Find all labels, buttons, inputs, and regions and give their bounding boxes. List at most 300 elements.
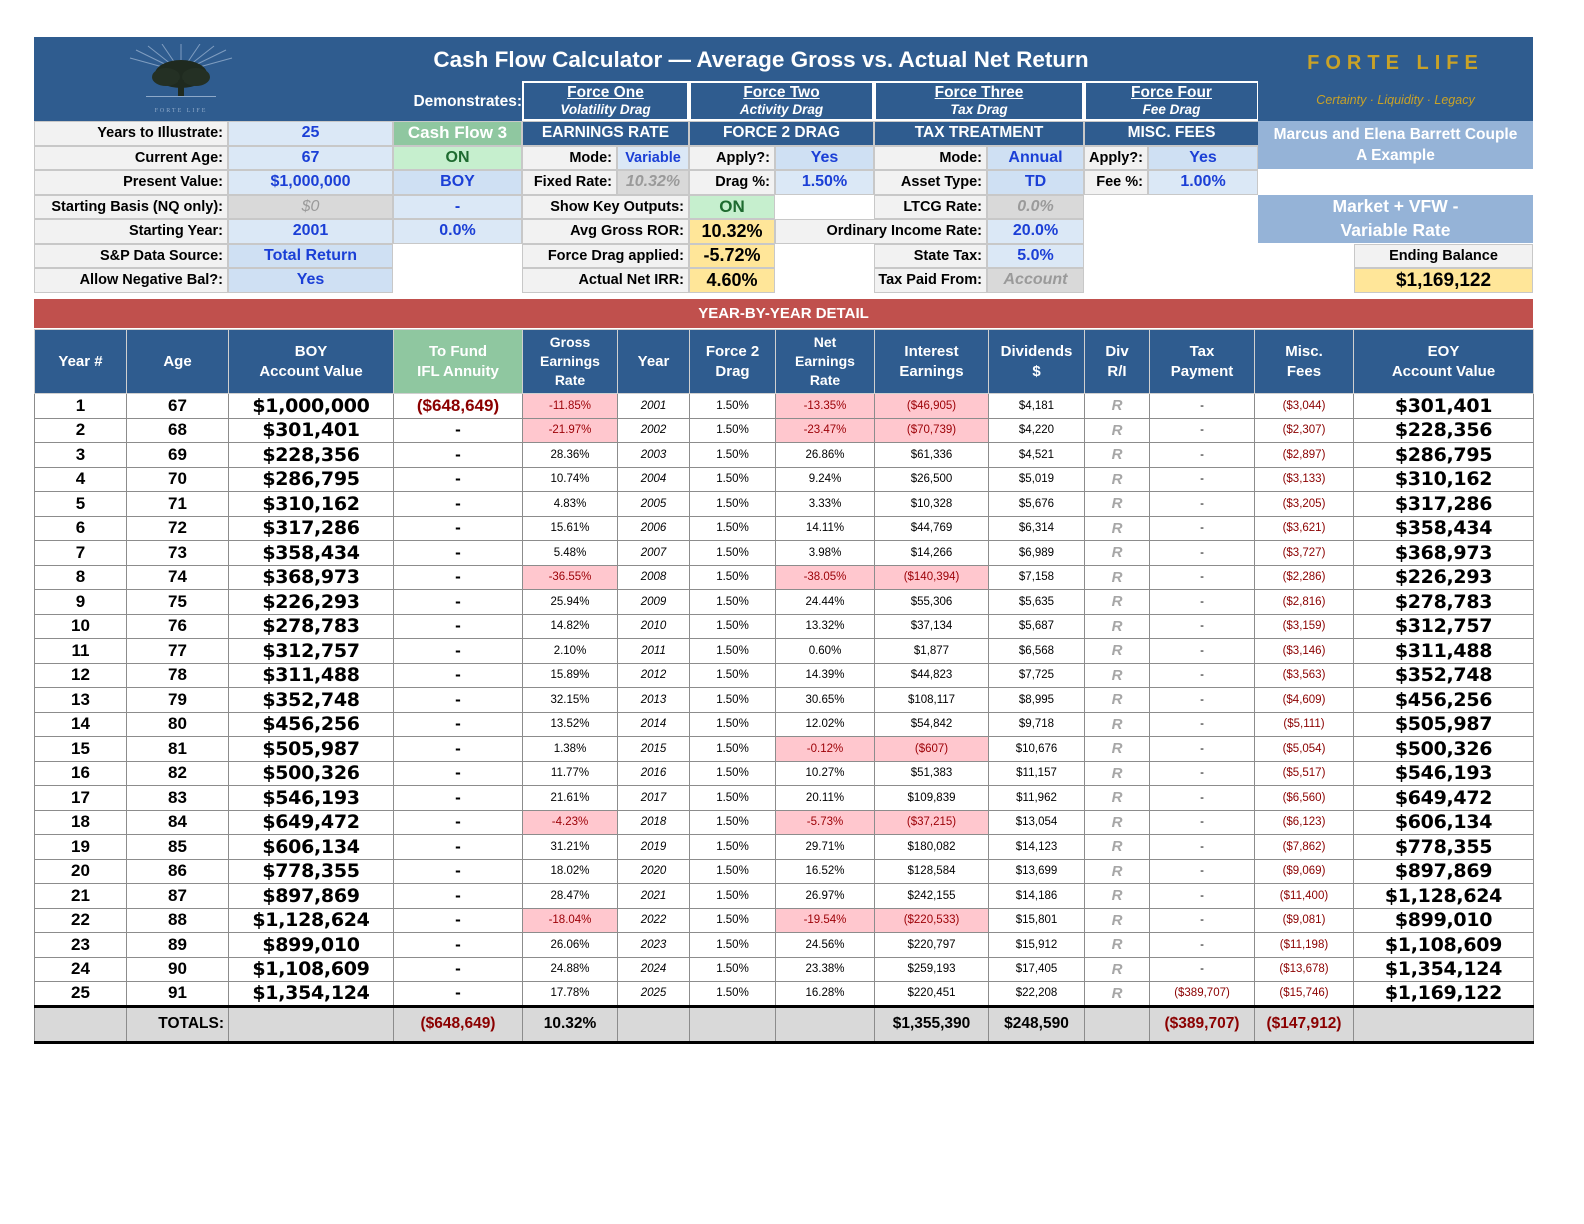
misc-fees-cell: ($2,307) — [1255, 418, 1354, 443]
total-boy-value-cell — [229, 1006, 394, 1042]
year-num-cell: 14 — [35, 712, 127, 737]
table-row — [35, 859, 1534, 884]
start-year-input[interactable]: 2001 — [228, 219, 393, 244]
interest-cell: $44,823 — [875, 663, 989, 688]
year-cell: 2005 — [618, 492, 690, 517]
year-cell: 2015 — [618, 737, 690, 762]
client-block — [1258, 121, 1533, 169]
misc-fees-cell: ($2,286) — [1255, 565, 1354, 590]
col-boy-value-header: BOY Account Value — [229, 330, 394, 394]
ltcg-input[interactable]: 0.0% — [987, 195, 1084, 220]
table-row — [35, 516, 1534, 541]
misc-fees-cell: ($5,054) — [1255, 737, 1354, 762]
net-rate-cell: 12.02% — [776, 712, 875, 737]
to-fund-cell: - — [394, 810, 523, 835]
year-cell: 2025 — [618, 982, 690, 1007]
total-force2-drag-cell — [690, 1006, 776, 1042]
tax-payment-cell: - — [1150, 516, 1255, 541]
force2-drag-cell: 1.50% — [690, 908, 776, 933]
tax-paid-label: Tax Paid From: — [874, 268, 987, 293]
force-two-subtitle: Activity Drag — [739, 102, 824, 117]
neg-label: Allow Negative Bal?: — [34, 268, 228, 293]
misc-fees-cell: ($5,517) — [1255, 761, 1354, 786]
year-num-cell: 21 — [35, 884, 127, 909]
misc-fees-cell: ($3,146) — [1255, 639, 1354, 664]
tax-payment-cell: - — [1150, 394, 1255, 419]
table-row — [35, 982, 1534, 1007]
gross-rate-cell: -11.85% — [523, 394, 618, 419]
misc-fees-cell: ($2,897) — [1255, 443, 1354, 468]
to-fund-cell: - — [394, 516, 523, 541]
col-interest-header: Interest Earnings — [875, 330, 989, 394]
tax-payment-cell: - — [1150, 859, 1255, 884]
drag-applied-label: Force Drag applied: — [522, 244, 689, 269]
misc-fees-cell: ($6,560) — [1255, 786, 1354, 811]
show-outputs-label: Show Key Outputs: — [522, 195, 689, 220]
div-ri-cell: R — [1085, 859, 1150, 884]
earnings-rate-header: EARNINGS RATE — [522, 121, 689, 146]
tax-payment-cell: - — [1150, 761, 1255, 786]
sp-source-select[interactable]: Total Return — [228, 244, 393, 269]
fixed-rate-input[interactable]: 10.32% — [617, 170, 689, 195]
total-net-rate-cell — [776, 1006, 875, 1042]
show-outputs-toggle[interactable]: ON — [689, 195, 775, 220]
misc-fees-cell: ($5,111) — [1255, 712, 1354, 737]
eoy-value-cell: $228,356 — [1354, 418, 1534, 443]
pv-input[interactable]: $1,000,000 — [228, 170, 393, 195]
boy-value-cell: $546,193 — [229, 786, 394, 811]
year-cell: 2024 — [618, 957, 690, 982]
year-cell: 2008 — [618, 565, 690, 590]
interest-cell: $220,797 — [875, 933, 989, 958]
scenario-line1: Market + VFW - — [1332, 196, 1459, 216]
age-cell: 91 — [127, 982, 229, 1007]
cash-flow-timing[interactable]: BOY — [393, 170, 522, 195]
boy-value-cell: $456,256 — [229, 712, 394, 737]
interest-cell: $242,155 — [875, 884, 989, 909]
cash-flow-rate[interactable]: 0.0% — [393, 219, 522, 244]
table-row — [35, 737, 1534, 762]
interest-cell: $220,451 — [875, 982, 989, 1007]
div-ri-cell: R — [1085, 492, 1150, 517]
force2-drag-cell: 1.50% — [690, 982, 776, 1007]
col-net-rate-header: Net Earnings Rate — [776, 330, 875, 394]
boy-value-cell: $311,488 — [229, 663, 394, 688]
boy-value-cell: $278,783 — [229, 614, 394, 639]
tax-payment-cell: ($389,707) — [1150, 982, 1255, 1007]
net-rate-cell: 14.39% — [776, 663, 875, 688]
gross-rate-cell: 4.83% — [523, 492, 618, 517]
div-ri-cell: R — [1085, 467, 1150, 492]
eoy-value-cell: $456,256 — [1354, 688, 1534, 713]
boy-value-cell: $352,748 — [229, 688, 394, 713]
cash-flow-sheet — [34, 37, 1533, 1032]
gross-rate-cell: 32.15% — [523, 688, 618, 713]
force2-drag-cell: 1.50% — [690, 418, 776, 443]
net-rate-cell: 16.52% — [776, 859, 875, 884]
asset-type-select[interactable]: TD — [987, 170, 1084, 195]
force2-drag-cell: 1.50% — [690, 835, 776, 860]
year-cell: 2009 — [618, 590, 690, 615]
col-to-fund-header: To Fund IFL Annuity — [394, 330, 523, 394]
cash-flow-status[interactable]: ON — [393, 146, 522, 171]
age-label: Current Age: — [34, 146, 228, 171]
fee-apply-select[interactable]: Yes — [1148, 146, 1258, 171]
interest-cell: $44,769 — [875, 516, 989, 541]
years-input[interactable]: 25 — [228, 121, 393, 146]
state-tax-input[interactable]: 5.0% — [987, 244, 1084, 269]
gross-rate-cell: 31.21% — [523, 835, 618, 860]
gross-rate-cell: 1.38% — [523, 737, 618, 762]
tax-payment-cell: - — [1150, 786, 1255, 811]
net-rate-cell: 26.86% — [776, 443, 875, 468]
year-cell: 2022 — [618, 908, 690, 933]
f2-drag-input[interactable]: 1.50% — [775, 170, 874, 195]
table-row — [35, 688, 1534, 713]
force2-drag-cell: 1.50% — [690, 467, 776, 492]
boy-value-cell: $312,757 — [229, 639, 394, 664]
net-rate-cell: 3.98% — [776, 541, 875, 566]
gross-rate-cell: 26.06% — [523, 933, 618, 958]
tax-mode-select[interactable]: Annual — [987, 146, 1084, 171]
basis-input[interactable]: $0 — [228, 195, 393, 220]
misc-fees-cell: ($3,205) — [1255, 492, 1354, 517]
table-row — [35, 663, 1534, 688]
start-year-label: Starting Year: — [34, 219, 228, 244]
col-force2-drag-header: Force 2 Drag — [690, 330, 776, 394]
year-num-cell: 1 — [35, 394, 127, 419]
client-name: Marcus and Elena Barrett Couple — [1273, 125, 1518, 143]
net-rate-cell: 30.65% — [776, 688, 875, 713]
force2-drag-cell: 1.50% — [690, 884, 776, 909]
f2-apply-select[interactable]: Yes — [775, 146, 874, 171]
misc-fees-cell: ($6,123) — [1255, 810, 1354, 835]
scenario-line2: Variable Rate — [1340, 220, 1451, 240]
force2-drag-cell: 1.50% — [690, 688, 776, 713]
year-by-year-band: YEAR-BY-YEAR DETAIL — [34, 299, 1533, 328]
earn-mode-label: Mode: — [522, 146, 617, 171]
interest-cell: $259,193 — [875, 957, 989, 982]
boy-value-cell: $899,010 — [229, 933, 394, 958]
tax-payment-cell: - — [1150, 835, 1255, 860]
dividends-cell: $17,405 — [989, 957, 1085, 982]
interest-cell: $51,383 — [875, 761, 989, 786]
table-row — [35, 394, 1534, 419]
net-rate-cell: 13.32% — [776, 614, 875, 639]
tax-payment-cell: - — [1150, 810, 1255, 835]
total-tax-payment-cell: ($389,707) — [1150, 1006, 1255, 1042]
calculator-header — [34, 37, 1533, 295]
table-header-row — [35, 330, 1534, 394]
table-row — [35, 443, 1534, 468]
tax-treatment-header: TAX TREATMENT — [874, 121, 1084, 146]
div-ri-cell: R — [1085, 933, 1150, 958]
pv-label: Present Value: — [34, 170, 228, 195]
gross-rate-cell: 28.47% — [523, 884, 618, 909]
year-cell: 2014 — [618, 712, 690, 737]
to-fund-cell: - — [394, 565, 523, 590]
total-interest-cell: $1,355,390 — [875, 1006, 989, 1042]
misc-fees-cell: ($3,621) — [1255, 516, 1354, 541]
year-num-cell: 6 — [35, 516, 127, 541]
oi-rate-label: Ordinary Income Rate: — [775, 219, 987, 244]
year-cell: 2011 — [618, 639, 690, 664]
col-gross-rate-header: Gross Earnings Rate — [523, 330, 618, 394]
age-cell: 75 — [127, 590, 229, 615]
net-rate-cell: 16.28% — [776, 982, 875, 1007]
misc-fees-cell: ($4,609) — [1255, 688, 1354, 713]
boy-value-cell: $1,354,124 — [229, 982, 394, 1007]
eoy-value-cell: $500,326 — [1354, 737, 1534, 762]
dividends-cell: $15,912 — [989, 933, 1085, 958]
div-ri-cell: R — [1085, 982, 1150, 1007]
interest-cell: $180,082 — [875, 835, 989, 860]
totals-row — [35, 1006, 1534, 1042]
interest-cell: $108,117 — [875, 688, 989, 713]
dividends-cell: $5,019 — [989, 467, 1085, 492]
year-num-cell: 16 — [35, 761, 127, 786]
to-fund-cell: - — [394, 663, 523, 688]
div-ri-cell: R — [1085, 590, 1150, 615]
allow-negative-select[interactable]: Yes — [228, 268, 393, 293]
year-num-cell: 3 — [35, 443, 127, 468]
dividends-cell: $14,186 — [989, 884, 1085, 909]
interest-cell: ($70,739) — [875, 418, 989, 443]
table-row — [35, 761, 1534, 786]
gross-rate-cell: -36.55% — [523, 565, 618, 590]
gross-rate-cell: 28.36% — [523, 443, 618, 468]
net-rate-cell: -23.47% — [776, 418, 875, 443]
gross-rate-cell: -18.04% — [523, 908, 618, 933]
div-ri-cell: R — [1085, 810, 1150, 835]
table-row — [35, 712, 1534, 737]
tax-payment-cell: - — [1150, 614, 1255, 639]
year-num-cell: 12 — [35, 663, 127, 688]
boy-value-cell: $310,162 — [229, 492, 394, 517]
eoy-value-cell: $546,193 — [1354, 761, 1534, 786]
dividends-cell: $7,725 — [989, 663, 1085, 688]
tax-paid-select[interactable]: Account — [987, 268, 1084, 293]
irr-label: Actual Net IRR: — [522, 268, 689, 293]
year-num-cell: 11 — [35, 639, 127, 664]
eoy-value-cell: $286,795 — [1354, 443, 1534, 468]
net-rate-cell: -5.73% — [776, 810, 875, 835]
year-cell: 2016 — [618, 761, 690, 786]
to-fund-cell: - — [394, 859, 523, 884]
eoy-value-cell: $352,748 — [1354, 663, 1534, 688]
dividends-cell: $6,568 — [989, 639, 1085, 664]
total-age-cell: TOTALS: — [127, 1006, 229, 1042]
force2-drag-cell: 1.50% — [690, 443, 776, 468]
cash-flow-dash[interactable]: - — [393, 195, 522, 220]
to-fund-cell: - — [394, 737, 523, 762]
force2-drag-cell: 1.50% — [690, 394, 776, 419]
table-body — [35, 394, 1534, 1043]
dividends-cell: $10,676 — [989, 737, 1085, 762]
to-fund-cell: - — [394, 639, 523, 664]
gross-rate-cell: 18.02% — [523, 859, 618, 884]
gross-rate-cell: 10.74% — [523, 467, 618, 492]
div-ri-cell: R — [1085, 884, 1150, 909]
years-label: Years to Illustrate: — [34, 121, 228, 146]
interest-cell: ($220,533) — [875, 908, 989, 933]
year-cell: 2006 — [618, 516, 690, 541]
interest-cell: $54,842 — [875, 712, 989, 737]
year-num-cell: 20 — [35, 859, 127, 884]
tax-payment-cell: - — [1150, 418, 1255, 443]
state-tax-label: State Tax: — [874, 244, 987, 269]
interest-cell: ($607) — [875, 737, 989, 762]
net-rate-cell: 26.97% — [776, 884, 875, 909]
age-cell: 86 — [127, 859, 229, 884]
net-rate-cell: 23.38% — [776, 957, 875, 982]
to-fund-cell: - — [394, 541, 523, 566]
force2-drag-cell: 1.50% — [690, 492, 776, 517]
to-fund-cell: - — [394, 982, 523, 1007]
tax-payment-cell: - — [1150, 467, 1255, 492]
tax-payment-cell: - — [1150, 443, 1255, 468]
oi-rate-input[interactable]: 20.0% — [987, 219, 1084, 244]
age-cell: 82 — [127, 761, 229, 786]
gross-rate-cell: 17.78% — [523, 982, 618, 1007]
interest-cell: $109,839 — [875, 786, 989, 811]
total-eoy-value-cell — [1354, 1006, 1534, 1042]
misc-fees-cell: ($2,816) — [1255, 590, 1354, 615]
year-num-cell: 15 — [35, 737, 127, 762]
to-fund-cell: - — [394, 712, 523, 737]
eoy-value-cell: $310,162 — [1354, 467, 1534, 492]
dividends-cell: $22,208 — [989, 982, 1085, 1007]
to-fund-cell: - — [394, 688, 523, 713]
dividends-cell: $9,718 — [989, 712, 1085, 737]
dividends-cell: $11,962 — [989, 786, 1085, 811]
age-cell: 87 — [127, 884, 229, 909]
force2-drag-cell: 1.50% — [690, 957, 776, 982]
year-num-cell: 8 — [35, 565, 127, 590]
interest-cell: $1,877 — [875, 639, 989, 664]
avg-gross-label: Avg Gross ROR: — [522, 219, 689, 244]
tax-payment-cell: - — [1150, 541, 1255, 566]
eoy-value-cell: $897,869 — [1354, 859, 1534, 884]
f2-drag-label: Drag %: — [689, 170, 775, 195]
force2-drag-header: FORCE 2 DRAG — [689, 121, 874, 146]
eoy-value-cell: $312,757 — [1354, 614, 1534, 639]
interest-cell: $55,306 — [875, 590, 989, 615]
age-cell: 71 — [127, 492, 229, 517]
net-rate-cell: -19.54% — [776, 908, 875, 933]
interest-cell: $26,500 — [875, 467, 989, 492]
gross-rate-cell: 15.61% — [523, 516, 618, 541]
boy-value-cell: $228,356 — [229, 443, 394, 468]
col-year-num-header: Year # — [35, 330, 127, 394]
div-ri-cell: R — [1085, 737, 1150, 762]
to-fund-cell: - — [394, 957, 523, 982]
eoy-value-cell: $368,973 — [1354, 541, 1534, 566]
gross-rate-cell: -4.23% — [523, 810, 618, 835]
to-fund-cell: - — [394, 492, 523, 517]
dividends-cell: $5,635 — [989, 590, 1085, 615]
year-num-cell: 4 — [35, 467, 127, 492]
boy-value-cell: $606,134 — [229, 835, 394, 860]
age-cell: 69 — [127, 443, 229, 468]
misc-fees-cell: ($7,862) — [1255, 835, 1354, 860]
dividends-cell: $13,054 — [989, 810, 1085, 835]
scenario-block — [1258, 195, 1533, 243]
misc-fees-cell: ($13,678) — [1255, 957, 1354, 982]
fee-pct-input[interactable]: 1.00% — [1148, 170, 1258, 195]
fee-pct-label: Fee %: — [1084, 170, 1148, 195]
irr-value: 4.60% — [689, 268, 775, 293]
net-rate-cell: 9.24% — [776, 467, 875, 492]
year-num-cell: 19 — [35, 835, 127, 860]
earn-mode-select[interactable]: Variable — [617, 146, 689, 171]
boy-value-cell: $1,000,000 — [229, 394, 394, 419]
year-num-cell: 23 — [35, 933, 127, 958]
boy-value-cell: $301,401 — [229, 418, 394, 443]
gross-rate-cell: 11.77% — [523, 761, 618, 786]
asset-type-label: Asset Type: — [874, 170, 987, 195]
boy-value-cell: $778,355 — [229, 859, 394, 884]
dividends-cell: $6,314 — [989, 516, 1085, 541]
gross-rate-cell: 24.88% — [523, 957, 618, 982]
to-fund-cell: - — [394, 908, 523, 933]
div-ri-cell: R — [1085, 761, 1150, 786]
year-cell: 2007 — [618, 541, 690, 566]
force2-drag-cell: 1.50% — [690, 712, 776, 737]
fee-apply-label: Apply?: — [1084, 146, 1148, 171]
year-num-cell: 25 — [35, 982, 127, 1007]
page-title: Cash Flow Calculator — Average Gross vs. Actual Net Return — [433, 47, 1089, 72]
table-row — [35, 957, 1534, 982]
to-fund-cell: - — [394, 884, 523, 909]
age-cell: 80 — [127, 712, 229, 737]
col-div-ri-header: Div R/I — [1085, 330, 1150, 394]
age-cell: 77 — [127, 639, 229, 664]
col-misc-fees-header: Misc. Fees — [1255, 330, 1354, 394]
to-fund-cell: ($648,649) — [394, 394, 523, 419]
tax-payment-cell: - — [1150, 492, 1255, 517]
total-year-num-cell — [35, 1006, 127, 1042]
dividends-cell: $4,181 — [989, 394, 1085, 419]
eoy-value-cell: $1,128,624 — [1354, 884, 1534, 909]
age-cell: 76 — [127, 614, 229, 639]
force-one-subtitle: Volatility Drag — [560, 102, 651, 117]
logo-small-text: FORTE LIFE — [154, 108, 208, 114]
table-row — [35, 835, 1534, 860]
age-cell: 72 — [127, 516, 229, 541]
logo-icon — [122, 39, 240, 119]
col-dividends-header: Dividends $ — [989, 330, 1085, 394]
age-input[interactable]: 67 — [228, 146, 393, 171]
year-cell: 2002 — [618, 418, 690, 443]
boy-value-cell: $1,128,624 — [229, 908, 394, 933]
year-num-cell: 5 — [35, 492, 127, 517]
boy-value-cell: $649,472 — [229, 810, 394, 835]
force-four-subtitle: Fee Drag — [1142, 102, 1201, 117]
age-cell: 67 — [127, 394, 229, 419]
year-num-cell: 24 — [35, 957, 127, 982]
force2-drag-cell: 1.50% — [690, 737, 776, 762]
year-num-cell: 22 — [35, 908, 127, 933]
sp-label: S&P Data Source: — [34, 244, 228, 269]
col-age-header: Age — [127, 330, 229, 394]
total-to-fund-cell: ($648,649) — [394, 1006, 523, 1042]
year-cell: 2023 — [618, 933, 690, 958]
brand-block — [1258, 37, 1533, 121]
eoy-value-cell: $358,434 — [1354, 516, 1534, 541]
dividends-cell: $13,699 — [989, 859, 1085, 884]
force-one-name: Force One — [567, 84, 644, 101]
